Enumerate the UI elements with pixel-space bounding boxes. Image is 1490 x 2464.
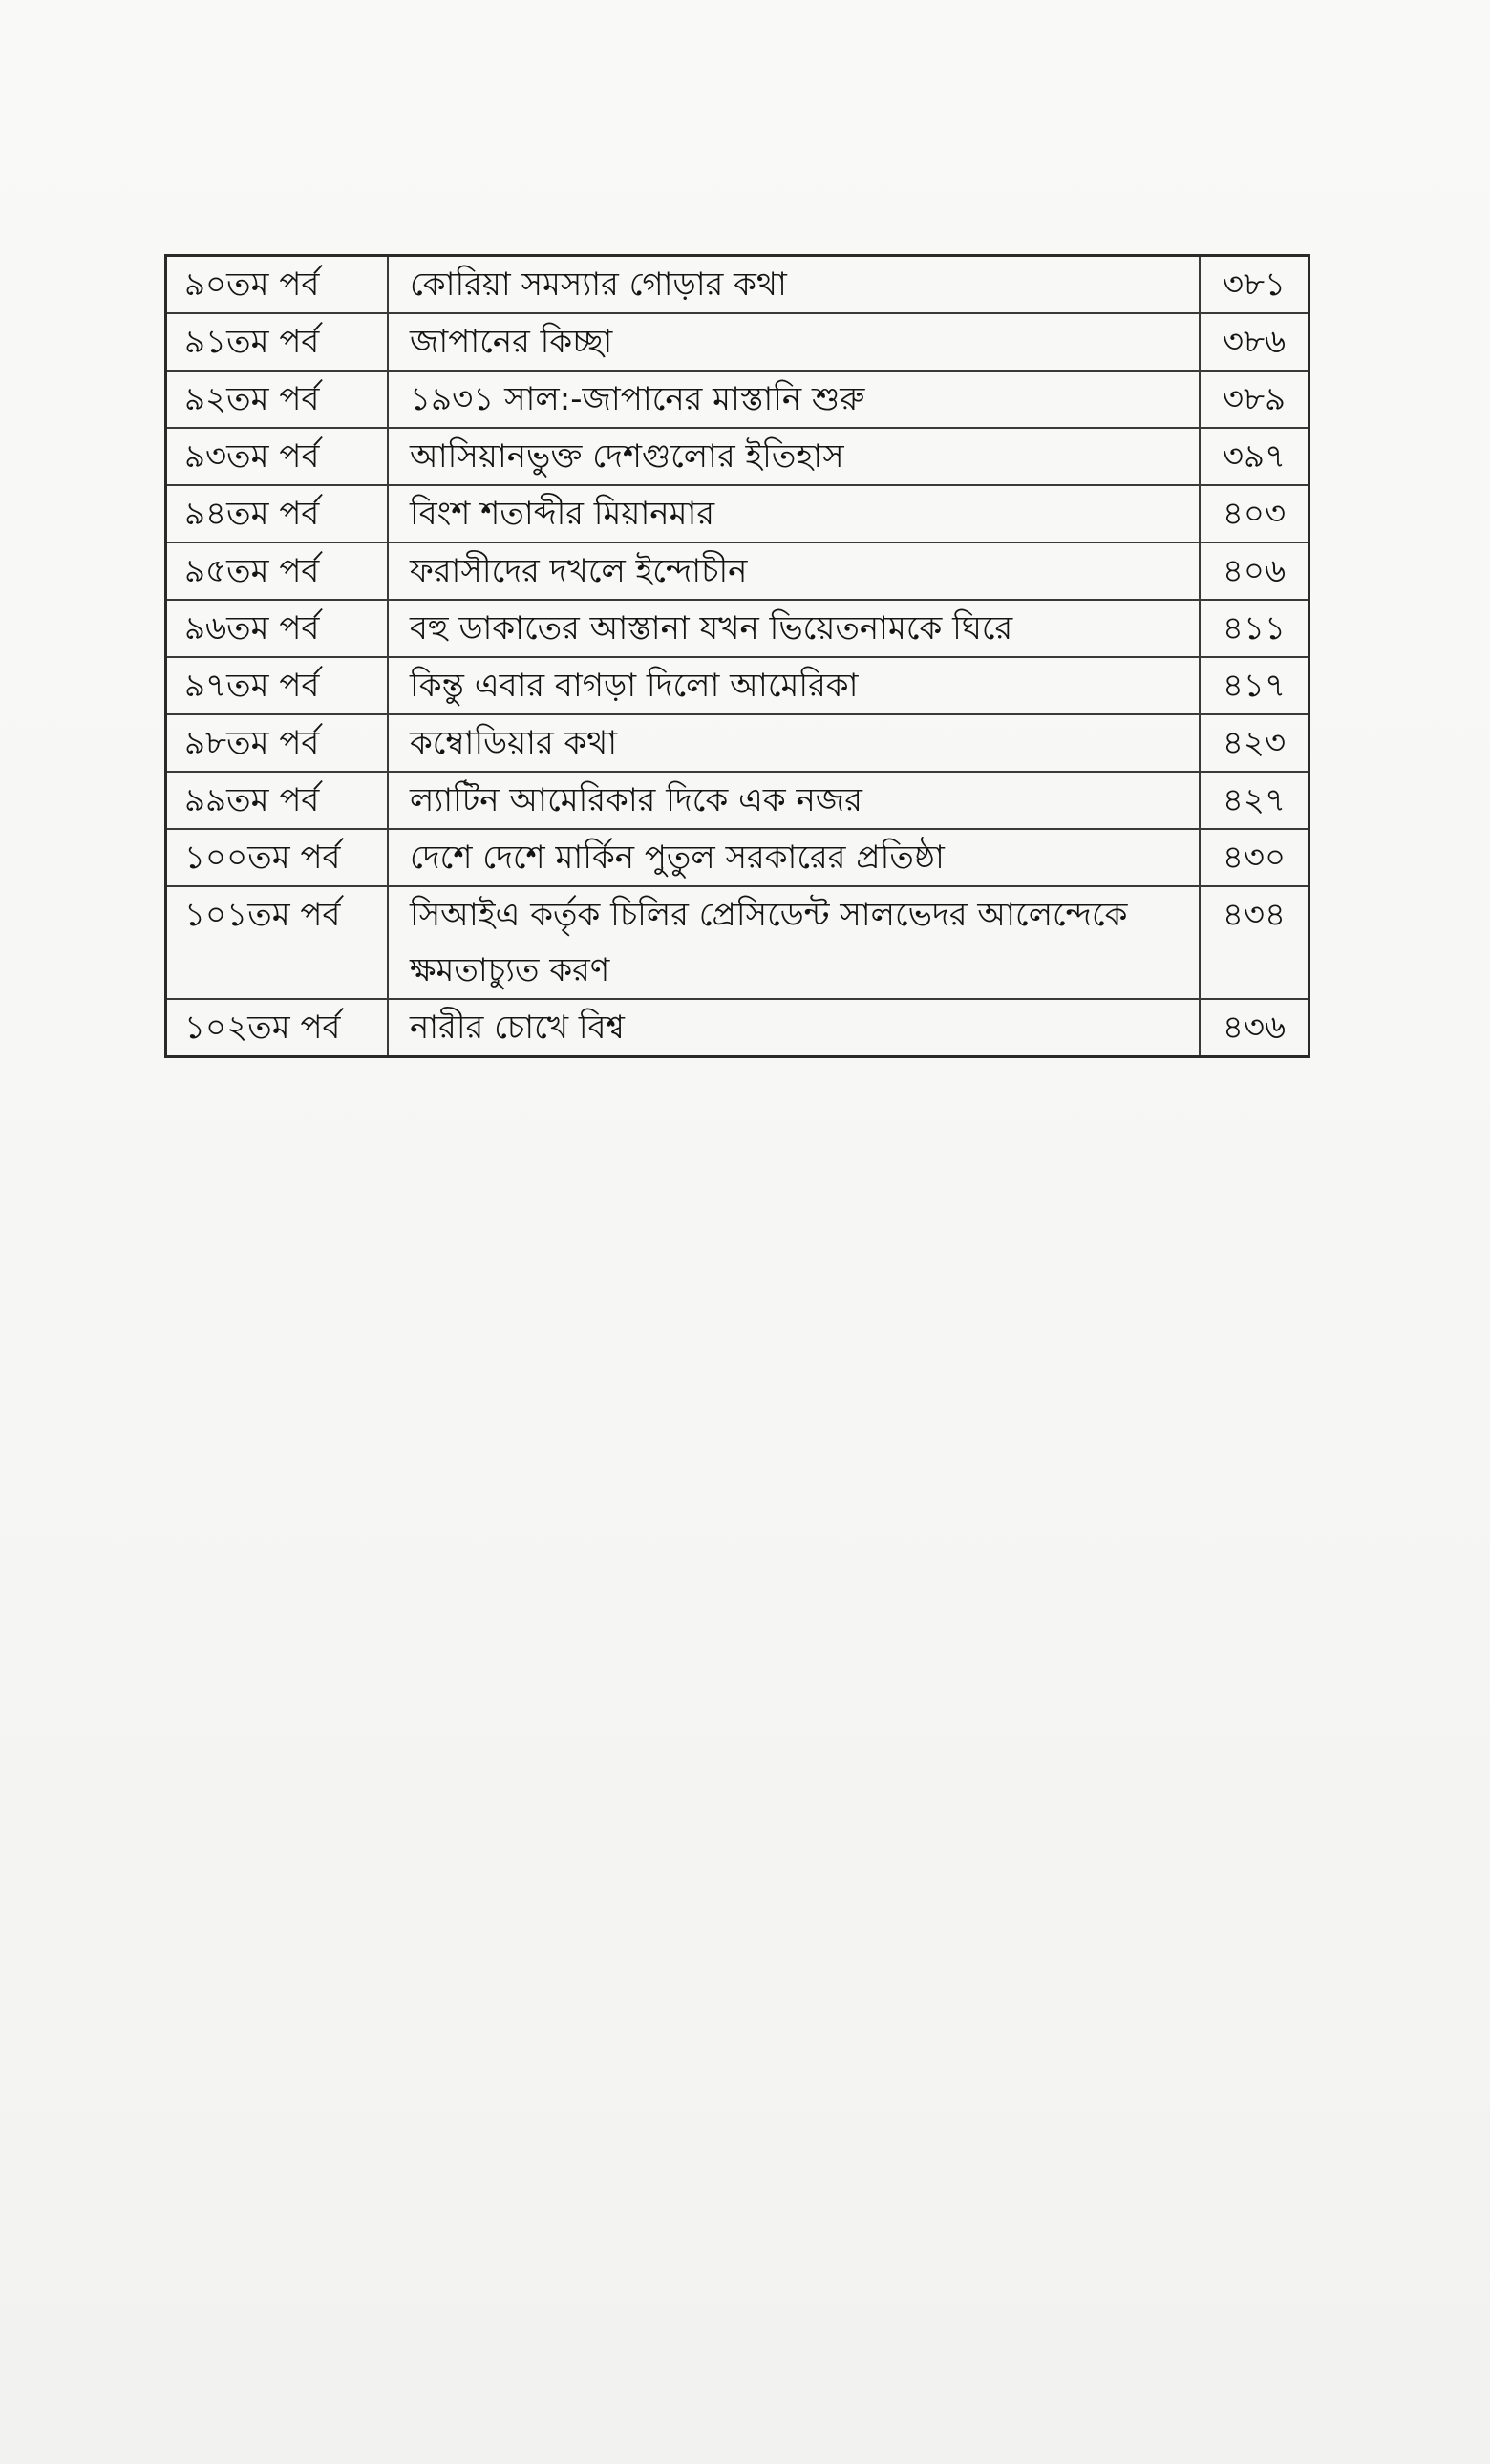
table-row [166, 485, 1309, 542]
table-row [166, 999, 1309, 1057]
table-row [166, 714, 1309, 772]
table-row [166, 371, 1309, 428]
episode-title: নারীর চোখে বিশ্ব [388, 999, 1200, 1057]
episode-title: বিংশ শতাব্দীর মিয়ানমার [388, 485, 1200, 542]
page-number: ৪২৩ [1200, 714, 1309, 772]
table-row [166, 256, 1309, 314]
episode-number: ৯২তম পর্ব [166, 371, 389, 428]
table-of-contents [164, 254, 1310, 1058]
episode-title: কোরিয়া সমস্যার গোড়ার কথা [388, 256, 1200, 314]
episode-title: আসিয়ানভুক্ত দেশগুলোর ইতিহাস [388, 428, 1200, 485]
episode-title: ১৯৩১ সাল:-জাপানের মাস্তানি শুরু [388, 371, 1200, 428]
episode-title: সিআইএ কর্তৃক চিলির প্রেসিডেন্ট সালভেদর আলেন্দেকে ক্ষমতাচ্যুত করণ [388, 886, 1200, 999]
episode-number: ৯৯তম পর্ব [166, 772, 389, 829]
page-number: ৪১৭ [1200, 657, 1309, 714]
episode-number: ১০২তম পর্ব [166, 999, 389, 1057]
page-number: ৪০৩ [1200, 485, 1309, 542]
episode-number: ৯৮তম পর্ব [166, 714, 389, 772]
table-row [166, 886, 1309, 999]
episode-title: জাপানের কিচ্ছা [388, 313, 1200, 371]
page-number: ৩৮৯ [1200, 371, 1309, 428]
episode-title: ফরাসীদের দখলে ইন্দোচীন [388, 542, 1200, 600]
episode-title: দেশে দেশে মার্কিন পুতুল সরকারের প্রতিষ্ঠা [388, 829, 1200, 886]
table-row [166, 542, 1309, 600]
table-row [166, 829, 1309, 886]
episode-title: কম্বোডিয়ার কথা [388, 714, 1200, 772]
page-number: ৩৮৬ [1200, 313, 1309, 371]
page-number: ৪০৬ [1200, 542, 1309, 600]
episode-number: ৯৪তম পর্ব [166, 485, 389, 542]
episode-number: ৯৫তম পর্ব [166, 542, 389, 600]
episode-number: ৯০তম পর্ব [166, 256, 389, 314]
episode-title: ল্যাটিন আমেরিকার দিকে এক নজর [388, 772, 1200, 829]
episode-number: ৯৬তম পর্ব [166, 600, 389, 657]
episode-number: ৯১তম পর্ব [166, 313, 389, 371]
table-row [166, 313, 1309, 371]
episode-title: কিন্তু এবার বাগড়া দিলো আমেরিকা [388, 657, 1200, 714]
page-number: ৪৩৪ [1200, 886, 1309, 999]
table-row [166, 600, 1309, 657]
table-row [166, 657, 1309, 714]
episode-number: ১০১তম পর্ব [166, 886, 389, 999]
page-number: ৪১১ [1200, 600, 1309, 657]
page-number: ৩৮১ [1200, 256, 1309, 314]
page-number: ৪৩৬ [1200, 999, 1309, 1057]
page-number: ৪২৭ [1200, 772, 1309, 829]
page-number: ৪৩০ [1200, 829, 1309, 886]
page-number: ৩৯৭ [1200, 428, 1309, 485]
table-row [166, 772, 1309, 829]
episode-number: ১০০তম পর্ব [166, 829, 389, 886]
episode-number: ৯৭তম পর্ব [166, 657, 389, 714]
episode-number: ৯৩তম পর্ব [166, 428, 389, 485]
table-row [166, 428, 1309, 485]
episode-title: বহু ডাকাতের আস্তানা যখন ভিয়েতনামকে ঘিরে [388, 600, 1200, 657]
